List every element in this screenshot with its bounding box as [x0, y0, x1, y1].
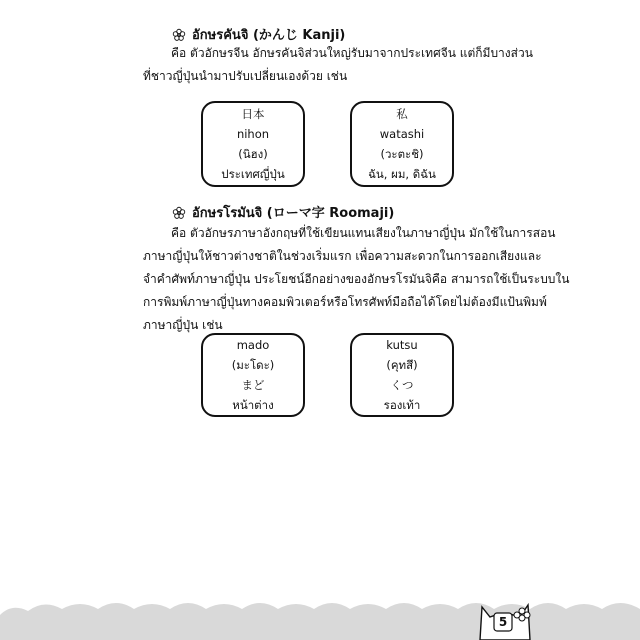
- kanji-example-card: [201, 101, 305, 187]
- paragraph-line: การพิมพ์ภาษาญี่ปุ่นทางคอมพิวเตอร์หรือโทรศัพท์มือถือได้โดยไม่ต้องมีแป้นพิมพ์: [143, 295, 547, 309]
- romaji-example-card: [350, 333, 454, 417]
- kanji-heading-text: อักษรคันจิ (かんじ Kanji): [192, 28, 346, 43]
- example-reading: (มะโดะ): [231, 358, 275, 372]
- cloud-band: [0, 603, 640, 640]
- paragraph-line: คือ ตัวอักษรภาษาอังกฤษที่ใช้เขียนแทนเสียงในภาษาญี่ปุ่น มักใช้ในการสอน: [171, 226, 556, 240]
- romaji-heading-text: อักษรโรมันจิ (ローマ字 Roomaji): [192, 206, 395, 221]
- cloud-footer: [0, 585, 640, 640]
- flower-bullet-icon: [172, 28, 186, 42]
- paragraph-line: จำคำศัพท์ภาษาญี่ปุ่น ประโยชน์อีกอย่างของอักษรโรมันจิคือ สามารถใช้เป็นระบบใน: [143, 272, 570, 286]
- romaji-example-card: [201, 333, 305, 417]
- example-word: まど: [241, 378, 265, 392]
- paragraph-line: ที่ชาวญี่ปุ่นนำมาปรับเปลี่ยนเองด้วย เช่น: [143, 69, 348, 83]
- example-romaji: watashi: [379, 127, 425, 141]
- example-meaning: ฉัน, ผม, ดิฉัน: [368, 167, 436, 181]
- example-romaji: mado: [236, 338, 270, 352]
- example-romaji: nihon: [236, 127, 270, 141]
- example-meaning: รองเท้า: [383, 398, 421, 412]
- example-reading: (คุทสึ): [386, 358, 418, 372]
- page-number: 5: [498, 615, 508, 629]
- paragraph-line: ภาษาญี่ปุ่นให้ชาวต่างชาติในช่วงเริ่มแรก เพื่อความสะดวกในการออกเสียงและ: [143, 249, 542, 263]
- romaji-paragraph: [143, 222, 570, 337]
- example-word: くつ: [390, 378, 414, 392]
- flower-bullet-icon: [172, 206, 186, 220]
- example-word: 私: [396, 107, 408, 121]
- kanji-paragraph: [143, 42, 533, 88]
- example-romaji: kutsu: [386, 338, 418, 352]
- paragraph-line: ภาษาญี่ปุ่น เช่น: [143, 318, 223, 332]
- example-reading: (วะตะชิ): [380, 147, 424, 161]
- example-meaning: ประเทศญี่ปุ่น: [221, 167, 285, 181]
- kanji-example-card: [350, 101, 454, 187]
- example-reading: (นิฮง): [238, 147, 268, 161]
- example-word: 日本: [241, 107, 265, 121]
- paragraph-line: คือ ตัวอักษรจีน อักษรคันจิส่วนใหญ่รับมาจากประเทศจีน แต่ก็มีบางส่วน: [171, 46, 533, 60]
- example-meaning: หน้าต่าง: [232, 398, 274, 412]
- romaji-section-heading: [172, 202, 394, 223]
